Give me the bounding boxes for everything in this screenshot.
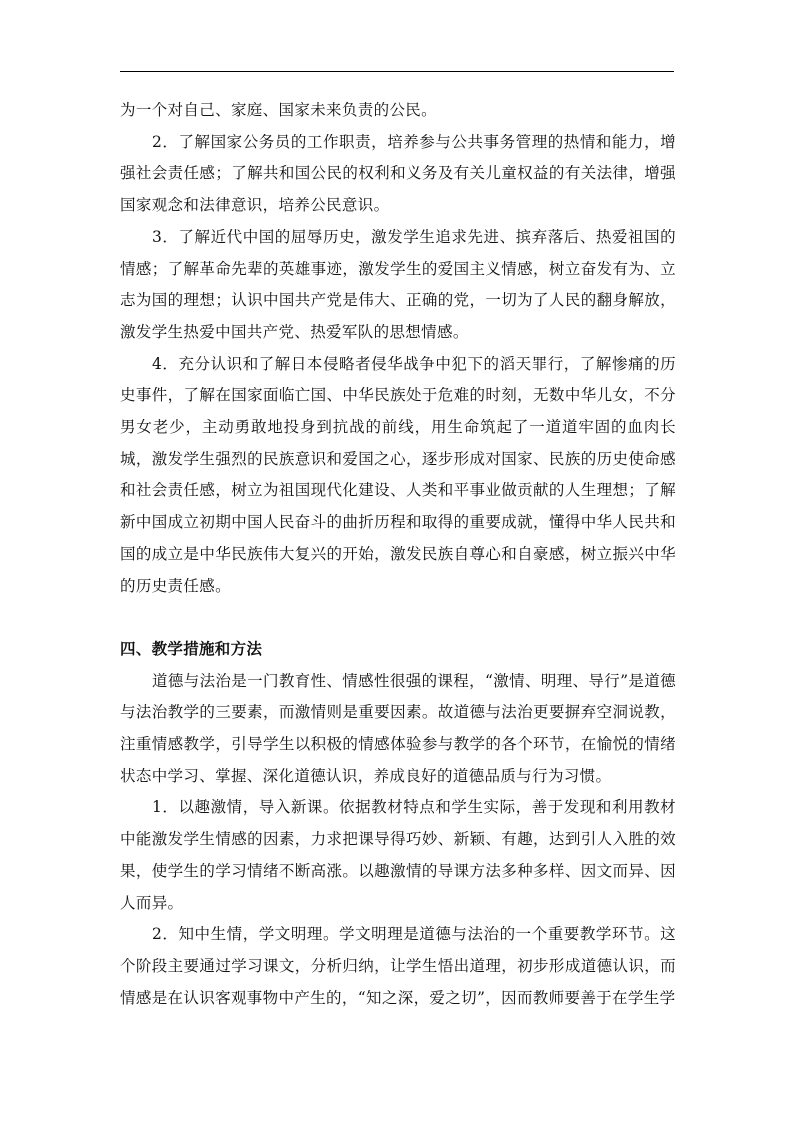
section-spacer xyxy=(120,602,676,634)
section-heading: 四、教学措施和方法 xyxy=(120,639,263,658)
paragraph-method-2: 2．知中生情，学文明理。学文明理是道德与法治的一个重要教学环节。这个阶段主要通过学习课文，分析归纳，让学生悟出道理，初步形成道德认识，而情感是在认识客观事物中产生的，“知之深，爱之切”，因而教师要善于在学生学 xyxy=(120,925,676,1007)
paragraph-objective-4: 4．充分认识和了解日本侵略者侵华战争中犯下的滔天罪行，了解惨痛的历史事件，了解在国家面临亡国、中华民族处于危难的时刻，无数中华儿女，不分男女老少，主动勇敢地投身到抗战的前线，用生命筑起了一道道牢固的血肉长城，激发学生强烈的民族意识和爱国之心，逐步形成对国家、民族的历史使命感和社会责任感，树立为祖国现代化建设、人类和平事业做贡献的人生理想；了解新中国成立初期中国人民奋斗的曲折历程和取得的重要成就，懂得中华人民共和国的成立是中华民族伟大复兴的开始，激发民族自尊心和自豪感，树立振兴中华的历史责任感。 xyxy=(120,354,676,595)
document-body xyxy=(120,95,676,1014)
paragraph-method-1: 1．以趣激情，导入新课。依据教材特点和学生实际，善于发现和利用教材中能激发学生情感的因素，力求把课导得巧妙、新颖、有趣，达到引人入胜的效果，使学生的学习情绪不断高涨。以趣激情的导课方法多种多样、因文而异、因人而异。 xyxy=(120,798,676,912)
paragraph-section-intro: 道德与法治是一门教育性、情感性很强的课程，“激情、明理、导行”是道德与法治教学的三要素，而激情则是重要因素。故道德与法治更要摒弃空洞说教，注重情感教学，引导学生以积极的情感体验参与教学的各个环节，在愉悦的情绪状态中学习、掌握、深化道德认识，养成良好的道德品质与行为习惯。 xyxy=(120,671,676,785)
header-rule xyxy=(120,71,674,72)
paragraph-objective-3: 3．了解近代中国的屈辱历史，激发学生追求先进、摈弃落后、热爱祖国的情感；了解革命先辈的英雄事迹，激发学生的爱国主义情感，树立奋发有为、立志为国的理想；认识中国共产党是伟大、正确的党，一切为了人民的翻身解放，激发学生热爱中国共产党、热爱军队的思想情感。 xyxy=(120,227,676,341)
paragraph-objective-2: 2．了解国家公务员的工作职责，培养参与公共事务管理的热情和能力，增强社会责任感；了解共和国公民的权利和义务及有关儿童权益的有关法律，增强国家观念和法律意识，培养公民意识。 xyxy=(120,132,676,215)
paragraph-continuation: 为一个对自己、家庭、国家未来负责的公民。 xyxy=(120,101,438,119)
